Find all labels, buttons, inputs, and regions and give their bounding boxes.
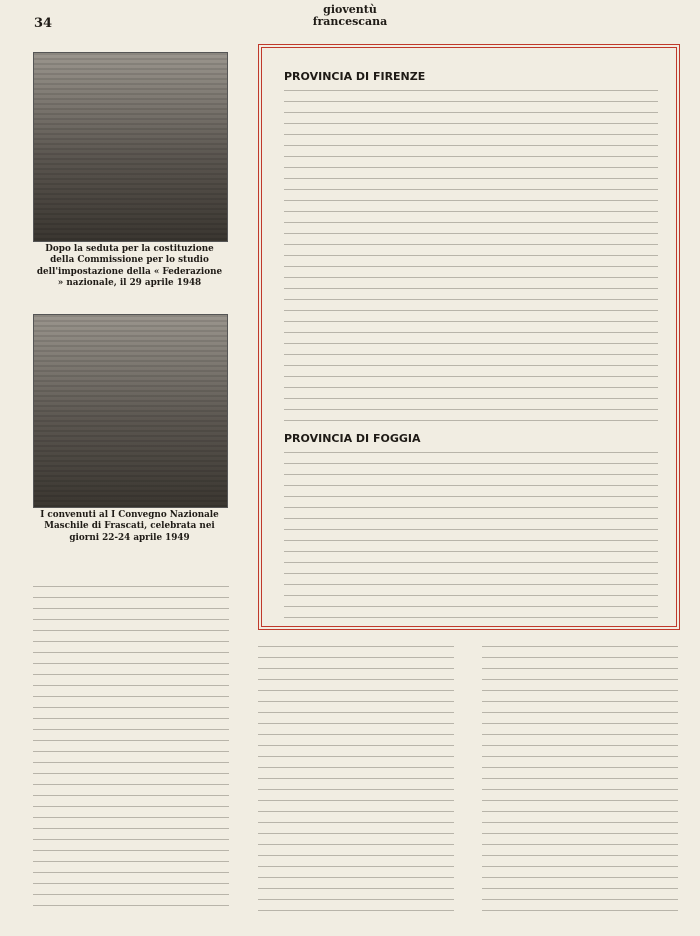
foggia-text-body	[284, 452, 658, 620]
firenze-text-body	[284, 90, 658, 422]
column-3-text	[482, 646, 678, 918]
group-photo-1948	[33, 52, 228, 242]
column-1-text	[33, 586, 229, 916]
column-2-text	[258, 646, 454, 918]
running-head-line1: gioventù	[323, 3, 377, 16]
running-head-line2: francescana	[312, 14, 388, 28]
section-title-firenze: PROVINCIA DI FIRENZE	[284, 70, 426, 83]
provinces-box	[258, 44, 680, 630]
running-head	[0, 4, 700, 27]
section-title-foggia: PROVINCIA DI FOGGIA	[284, 432, 421, 445]
page-number: 34	[34, 16, 53, 31]
photo-caption-1: Dopo la seduta per la costituzione della Commissione per lo studio dell'impostazione della « Federazione » nazionale, il 29 aprile 1948	[36, 244, 223, 288]
photo-caption-2: I convenuti al I Convegno Nazionale Maschile di Frascati, celebrata nei giorni 22-24 aprile 1949	[40, 510, 219, 543]
group-photo-1949	[33, 314, 228, 508]
